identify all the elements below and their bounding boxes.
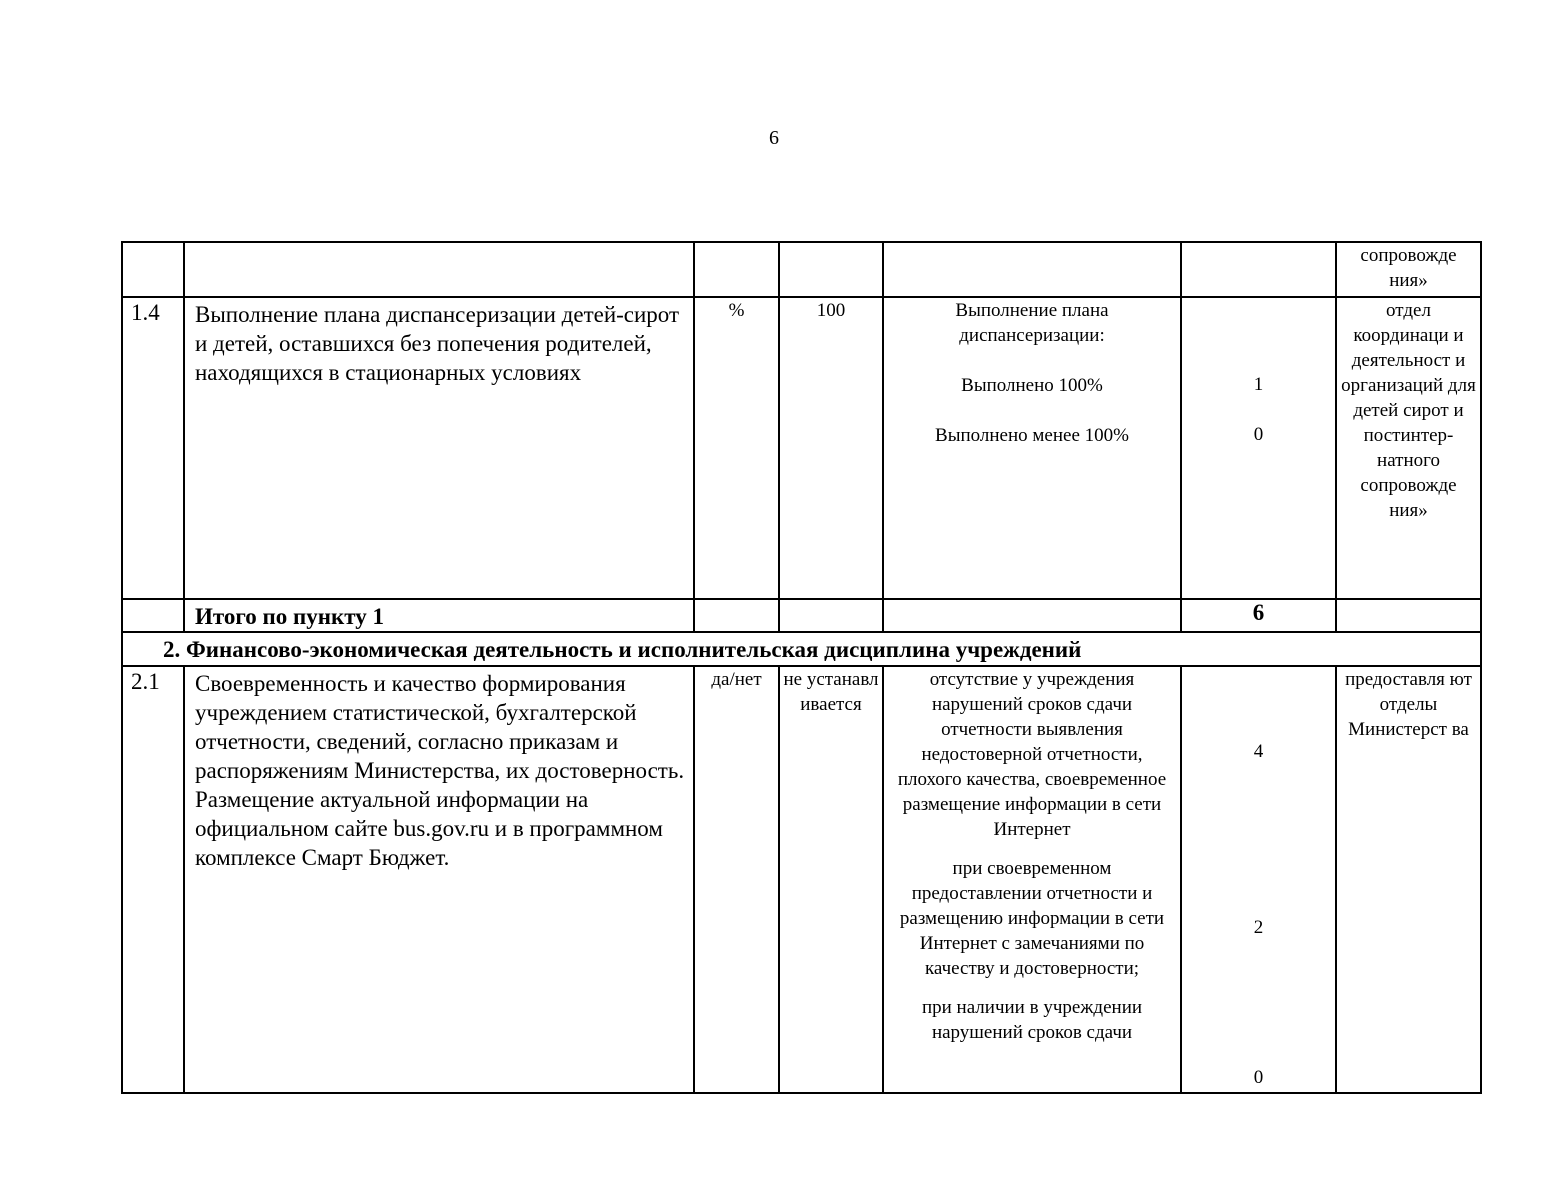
table-row-2-1: [122, 666, 1481, 1093]
section-heading-row: [122, 632, 1481, 666]
cell-number: [122, 242, 184, 297]
points-3: 0: [1253, 1067, 1264, 1088]
indicator-text: Своевременность и качество формирования учреждением статистической, бухгалтерской отчетности, сведений, согласно приказам и распоряжениям Министерства, их достоверность. Размещение актуальной информации на официальном сайте bus.gov.ru и в программном комплексе Смарт Бюджет.: [184, 666, 694, 1093]
cell-number: [122, 599, 184, 632]
cell-criteria: [883, 242, 1181, 297]
target-cell: 100: [779, 297, 883, 599]
row-number: 2.1: [122, 666, 184, 1093]
points-1: 4: [1253, 741, 1264, 762]
section-title: 2. Финансово-экономическая деятельность и исполнительская дисциплина учреждений: [122, 632, 1481, 666]
cell-target: [779, 242, 883, 297]
cell-responsible: [1336, 599, 1481, 632]
criteria-option-1: Выполнено 100%: [961, 375, 1103, 396]
points-1: 1: [1253, 374, 1264, 395]
criteria-cell: [883, 297, 1181, 599]
criteria-option-2: Выполнено менее 100%: [935, 425, 1129, 446]
responsible-cell: предоставля ют отделы Министерст ва: [1336, 666, 1481, 1093]
criteria-cell: [883, 666, 1181, 1093]
criteria-option-3: при наличии в учреждении нарушений сроков сдачи: [921, 997, 1143, 1043]
unit-cell: %: [694, 297, 779, 599]
criteria-option-1: отсутствие у учреждения нарушений сроков сдачи отчетности выявления недостоверной отчетности, плохого качества, своевременное размещение информации в сети Интернет: [897, 669, 1167, 840]
cell-responsible: сопровожде ния»: [1336, 242, 1481, 297]
criteria-option-2: при своевременном предоставлении отчетности и размещению информации в сети Интернет с замечаниями по качеству и достоверности;: [899, 858, 1165, 979]
criteria-table: [121, 241, 1482, 1094]
cell-target: [779, 599, 883, 632]
cell-criteria: [883, 599, 1181, 632]
unit-cell: да/нет: [694, 666, 779, 1093]
table-row-total: [122, 599, 1481, 632]
responsible-cell: отдел координаци и деятельност и организаций для детей сирот и постинтер-натного сопровожде ния»: [1336, 297, 1481, 599]
cell-unit: [694, 242, 779, 297]
page-number: 6: [769, 127, 779, 149]
points-2: 0: [1253, 424, 1264, 445]
target-cell: не устанавл ивается: [779, 666, 883, 1093]
indicator-text: Выполнение плана диспансеризации детей-сирот и детей, оставшихся без попечения родителей, находящихся в стационарных условиях: [184, 297, 694, 599]
cell-indicator: [184, 242, 694, 297]
row-number: 1.4: [122, 297, 184, 599]
table-row-continuation: [122, 242, 1481, 297]
total-label: Итого по пункту 1: [184, 599, 694, 632]
points-2: 2: [1253, 917, 1264, 938]
total-points: 6: [1181, 599, 1336, 632]
points-cell: [1181, 666, 1336, 1093]
cell-unit: [694, 599, 779, 632]
table-row-1-4: [122, 297, 1481, 599]
cell-points: [1181, 242, 1336, 297]
points-cell: [1181, 297, 1336, 599]
criteria-title: Выполнение плана диспансеризации:: [955, 300, 1109, 346]
